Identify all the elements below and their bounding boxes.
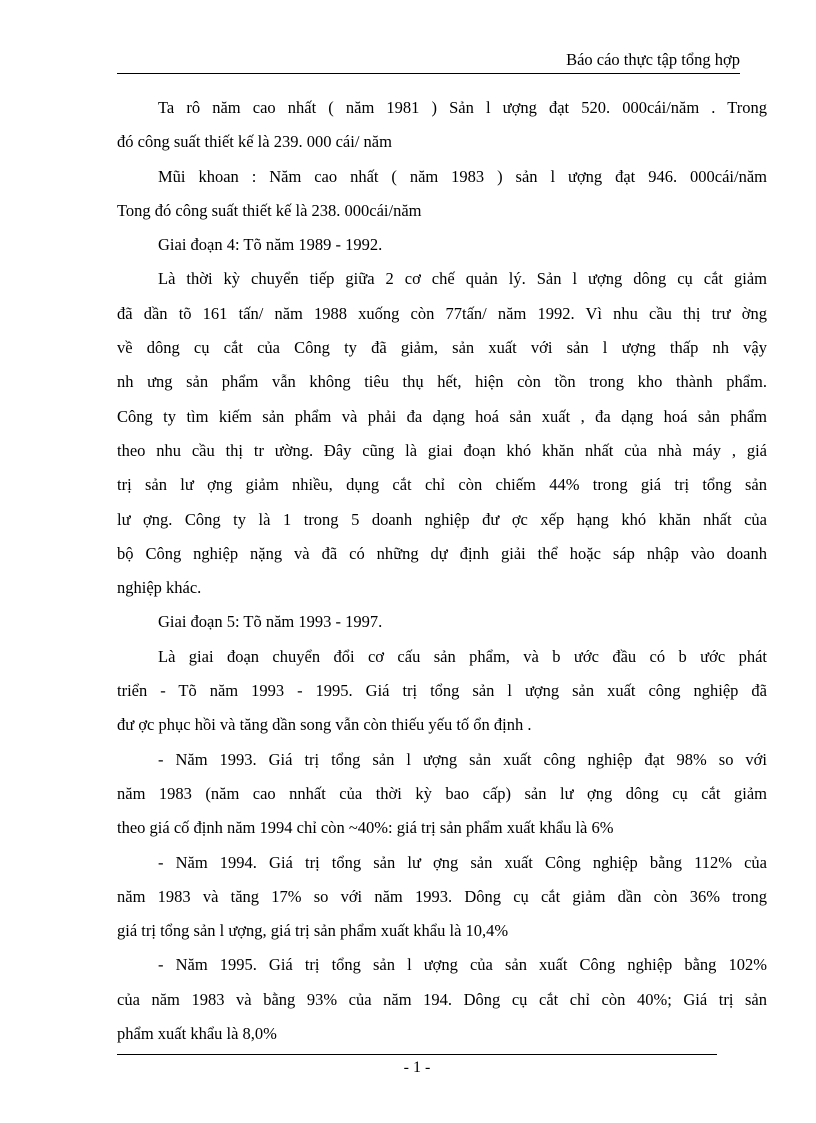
text-line: về dông cụ cắt của Công ty đã giảm, sản xuất với sản l ượng thấp nh vậy <box>117 338 767 358</box>
text-line: Mũi khoan : Năm cao nhất ( năm 1983 ) sản l ượng đạt 946. 000cái/năm <box>158 166 767 186</box>
text-line: Tong đó công suất thiết kế là 238. 000cái/năm <box>117 200 422 220</box>
text-line: đư ợc phục hồi và tăng dần song vẫn còn thiếu yếu tố ổn định . <box>117 715 532 735</box>
text-line: lư ợng. Công ty là 1 trong 5 doanh nghiệp đư ợc xếp hạng khó khăn nhất của <box>117 509 767 529</box>
header-title: Báo cáo thực tập tổng hợp <box>566 50 740 69</box>
text-line: triển - Tõ năm 1993 - 1995. Giá trị tổng sản l ượng sản xuất công nghiệp đã <box>117 681 767 701</box>
text-line: trị sản lư ợng giảm nhiều, dụng cắt chỉ còn chiếm 44% trong giá trị tổng sản <box>117 475 767 495</box>
text-line: - Năm 1994. Giá trị tổng sản lư ợng sản xuất Công nghiệp bằng 112% của <box>158 852 767 872</box>
text-line: đó công suất thiết kế là 239. 000 cái/ năm <box>117 132 392 152</box>
page-header <box>117 50 740 72</box>
text-line: của năm 1983 và bằng 93% của năm 194. Dông cụ cắt chỉ còn 40%; Giá trị sản <box>117 989 767 1009</box>
document-body <box>117 91 767 1051</box>
section-heading: Giai đoạn 5: Tõ năm 1993 - 1997. <box>158 612 383 632</box>
text-line: nh ưng sản phẩm vẫn không tiêu thụ hết, hiện còn tồn trong kho thành phẩm. <box>117 372 767 392</box>
text-line: theo nhu cầu thị tr ường. Đây cũng là giai đoạn khó khăn nhất của nhà máy , giá <box>117 440 767 460</box>
text-line: nghiệp khác. <box>117 578 202 598</box>
text-line: giá trị tổng sản l ượng, giá trị sản phẩm xuất khẩu là 10,4% <box>117 921 509 941</box>
text-line: Là giai đoạn chuyển đổi cơ cấu sản phẩm, và b ước đầu có b ước phát <box>158 646 767 666</box>
text-line: Ta rô năm cao nhất ( năm 1981 ) Sản l ượng đạt 520. 000cái/năm . Trong <box>158 98 767 117</box>
page-number: - 1 - <box>403 1059 431 1076</box>
text-line: Là thời kỳ chuyển tiếp giữa 2 cơ chế quản lý. Sản l ượng dông cụ cắt giảm <box>158 269 767 289</box>
text-line: năm 1983 (năm cao nnhất của thời kỳ bao cấp) sản lư ợng dông cụ cắt giảm <box>117 783 767 803</box>
text-line: bộ Công nghiệp nặng và đã có những dự định giải thể hoặc sáp nhập vào doanh <box>117 543 767 563</box>
text-line: theo giá cố định năm 1994 chỉ còn ~40%: giá trị sản phẩm xuất khẩu là 6% <box>117 818 614 838</box>
text-line: - Năm 1995. Giá trị tổng sản l ượng của sản xuất Công nghiệp bằng 102% <box>158 955 767 975</box>
text-line: phẩm xuất khẩu là 8,0% <box>117 1024 277 1044</box>
text-line: Công ty tìm kiếm sản phẩm và phải đa dạng hoá sản xuất , đa dạng hoá sản phẩm <box>117 406 767 426</box>
section-heading: Giai đoạn 4: Tõ năm 1989 - 1992. <box>158 235 383 255</box>
text-line: năm 1983 và tăng 17% so với năm 1993. Dông cụ cắt giảm dần còn 36% trong <box>117 886 767 906</box>
text-line: đã dần tõ 161 tấn/ năm 1988 xuống còn 77tấn/ năm 1992. Vì nhu cầu thị trư ờng <box>117 303 767 323</box>
header-divider <box>117 73 740 74</box>
footer-divider <box>117 1054 717 1055</box>
text-line: - Năm 1993. Giá trị tổng sản l ượng sản xuất công nghiệp đạt 98% so với <box>158 749 767 769</box>
